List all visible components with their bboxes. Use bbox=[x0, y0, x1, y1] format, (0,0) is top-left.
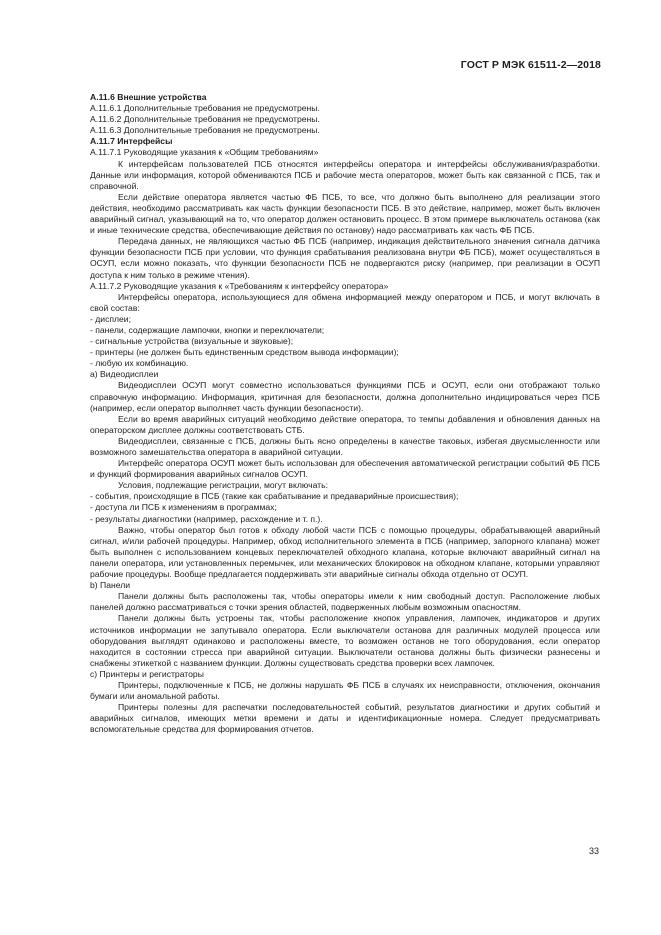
paragraph: - принтеры (не должен быть единственным средством вывода информации); bbox=[90, 347, 399, 358]
standard-header: ГОСТ Р МЭК 61511-2—2018 bbox=[460, 59, 601, 71]
paragraph: Видеодисплеи ОСУП могут совместно использоваться функциями ПСБ и ОСУП, если они отображают только справочную информацию. Информация, критичная для безопасности, должна дополнительно индицироваться через ПСБ (например, если оператор выполняет часть функции безопасности). bbox=[90, 380, 600, 413]
paragraph: A.11.6.1 Дополнительные требования не предусмотрены. bbox=[90, 103, 320, 114]
paragraph: К интерфейсам пользователей ПСБ относятся интерфейсы оператора и интерфейсы обслуживания/разработки. Данные или информация, которой обмениваются ПСБ и рабочие места операторов, может быть как связанной с ПСБ, так и справочной. bbox=[90, 158, 600, 191]
paragraph: Принтеры полезны для распечатки последовательностей событий, результатов диагностики и других событий и аварийных сигналов, имеющих метки времени и даты и идентификационные номера. Следует предусматривать вспомогательные средства для формирования отчетов. bbox=[90, 702, 600, 735]
paragraph: A.11.6.2 Дополнительные требования не предусмотрены. bbox=[90, 114, 320, 125]
paragraph: Важно, чтобы оператор был готов к обходу любой части ПСБ с помощью процедуры, обрабатывающей аварийный сигнал, и/или рабочей процедуры. Например, обход исполнительного элемента в ПСБ (например, запорного клапана) может быть выполнен с использованием концевых переключателей обходного клапана, которые включают аварийный сигнал на панели оператора, или установленных перемычек, или механических блокировок на обходном клапане, которыми управляют рабочие процедуры. Вообще предлагается поддерживать эти аварийные сигналы обхода отдельно от ОСУП. bbox=[90, 524, 600, 580]
paragraph: - сигнальные устройства (визуальные и звуковые); bbox=[90, 336, 294, 347]
paragraph: - дисплеи; bbox=[90, 313, 131, 324]
paragraph: A.11.7.1 Руководящие указания к «Общим требованиям» bbox=[90, 147, 319, 158]
paragraph: Интерфейс оператора ОСУП может быть использован для обеспечения автоматической регистрации событий ФБ ПСБ и функций формирования аварийных сигналов ОСУП. bbox=[90, 458, 600, 480]
paragraph: Интерфейсы оператора, использующиеся для обмена информацией между оператором и ПСБ, и могут включать в свой состав: bbox=[90, 291, 600, 313]
paragraph: A.11.7.2 Руководящие указания к «Требованиям к интерфейсу оператора» bbox=[90, 280, 389, 291]
paragraph: Если действие оператора является частью ФБ ПСБ, то все, что должно быть выполнено для реализации этого действия, необходимо рассматривать как часть функции безопасности ПСБ. В это действие, например, может быть включен аварийный сигнал, указывающий на то, что оператор должен остановить процесс. В этом примере выключатель останова (как и иные технические средства, обеспечивающие действия по останову) надо рассматривать как часть ФБ ПСБ. bbox=[90, 191, 600, 236]
paragraph: Видеодисплеи, связанные с ПСБ, должны быть ясно определены в качестве таковых, избегая двусмысленности или возможного замешательства оператора в аварийной ситуации. bbox=[90, 435, 600, 457]
paragraph: c) Принтеры и регистраторы bbox=[90, 668, 204, 679]
section-heading: A.11.6 Внешние устройства bbox=[90, 92, 207, 102]
page-number: 33 bbox=[588, 846, 599, 856]
paragraph: A.11.6.3 Дополнительные требования не предусмотрены. bbox=[90, 125, 320, 136]
paragraph: Принтеры, подключенные к ПСБ, не должны нарушать ФБ ПСБ в случаях их неисправности, отключения, окончания бумаги или аномальной работы. bbox=[90, 679, 600, 702]
paragraph: Панели должны быть расположены так, чтобы операторы имели к ним свободный доступ. Расположение любых панелей должно рассматриваться с точки зрения областей, подверженных любым возможным опасностям. bbox=[90, 591, 600, 613]
document-body bbox=[90, 92, 600, 735]
paragraph: Если во время аварийных ситуаций необходимо действие оператора, то темпы добавления и обновления данных на операторском дисплее должны соответствовать СТБ. bbox=[90, 413, 600, 435]
paragraph: b) Панели bbox=[90, 580, 131, 591]
paragraph: - результаты диагностики (например, расхождение и т. п.). bbox=[90, 513, 323, 524]
paragraph: Панели должны быть устроены так, чтобы расположение кнопок управления, лампочек, индикаторов и других источников информации не запутывало оператора. Если выключатели останова для различных модулей процесса или оборудования выглядят одинаково и расположены вместе, то возможен останов не того оборудования, если оператор находится в состоянии стресса при аварийной ситуации. Выключатели останова должны быть физически разнесены и снабжены этикеткой с названием функции. Должны существовать средства проверки всех лампочек. bbox=[90, 613, 600, 668]
paragraph: - панели, содержащие лампочки, кнопки и переключатели; bbox=[90, 324, 325, 335]
paragraph: Условия, подлежащие регистрации, могут включать: bbox=[118, 480, 328, 491]
paragraph: Передача данных, не являющихся частью ФБ ПСБ (например, индикация действительного значения сигнала датчика функции безопасности ПСБ при условии, что функция срабатывания реализована внутри ФБ ПСБ), может осуществляться в ОСУП, если можно показать, что функции безопасности ПСБ не подвергаются риску (например, при реализации в ОСУП доступа к ним только в режиме чтения). bbox=[90, 236, 600, 280]
paragraph: - события, происходящие в ПСБ (такие как срабатывание и предаварийные происшествия); bbox=[90, 491, 459, 502]
paragraph: - любую их комбинацию. bbox=[90, 358, 189, 369]
section-heading: A.11.7 Интерфейсы bbox=[90, 136, 173, 147]
paragraph: а) Видеодисплеи bbox=[90, 369, 159, 380]
paragraph: - доступа ли ПСБ к изменениям в программах; bbox=[90, 502, 277, 513]
